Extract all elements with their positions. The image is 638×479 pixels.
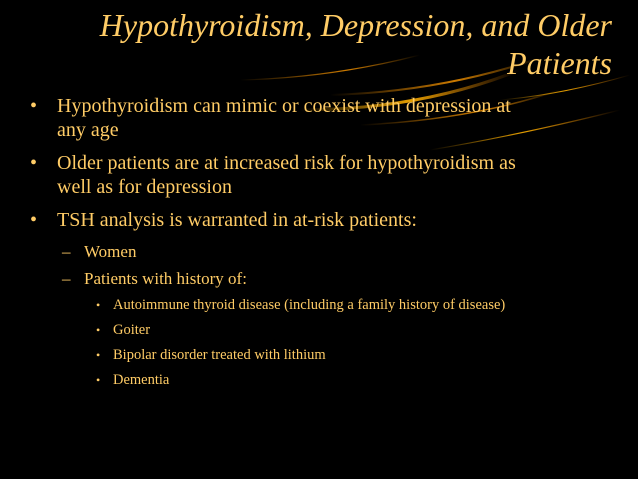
sub-sub-bullet-text: Autoimmune thyroid disease (including a family history of disease) [113, 297, 506, 313]
sub-sub-bullet-item [0, 295, 543, 315]
bullet-marker: • [30, 152, 38, 174]
dot-marker: • [96, 348, 101, 362]
title-line-2: Patients [507, 45, 612, 81]
dash-marker: – [62, 242, 71, 261]
dash-marker: – [62, 269, 71, 288]
bullet-item [0, 208, 577, 232]
bullet-marker: • [30, 95, 38, 117]
bullet-item [0, 94, 517, 142]
bullet-text: Hypothyroidism can mimic or coexist with depression at any age [57, 95, 511, 141]
dot-marker: • [96, 298, 101, 312]
sub-sub-bullet-item [0, 320, 543, 340]
sub-sub-bullet-text: Bipolar disorder treated with lithium [113, 347, 326, 363]
slide-title [12, 6, 612, 82]
bullet-item [0, 151, 517, 199]
bullet-text: TSH analysis is warranted in at-risk patients: [57, 209, 417, 231]
sub-sub-bullet-item [0, 370, 543, 390]
dot-marker: • [96, 373, 101, 387]
bullet-marker: • [30, 209, 38, 231]
sub-bullet-text: Women [84, 242, 137, 261]
sub-sub-bullet-text: Dementia [113, 372, 170, 388]
bullet-text: Older patients are at increased risk for hypothyroidism as well as for depression [57, 152, 516, 198]
sub-bullet-item [0, 241, 638, 263]
sub-sub-bullet-text: Goiter [113, 322, 151, 338]
sub-bullet-item [0, 268, 638, 290]
title-line-1: Hypothyroidism, Depression, and Older [99, 7, 612, 43]
dot-marker: • [96, 323, 101, 337]
sub-sub-bullet-item [0, 345, 543, 365]
sub-bullet-text: Patients with history of: [84, 269, 247, 288]
slide-body [0, 94, 638, 395]
